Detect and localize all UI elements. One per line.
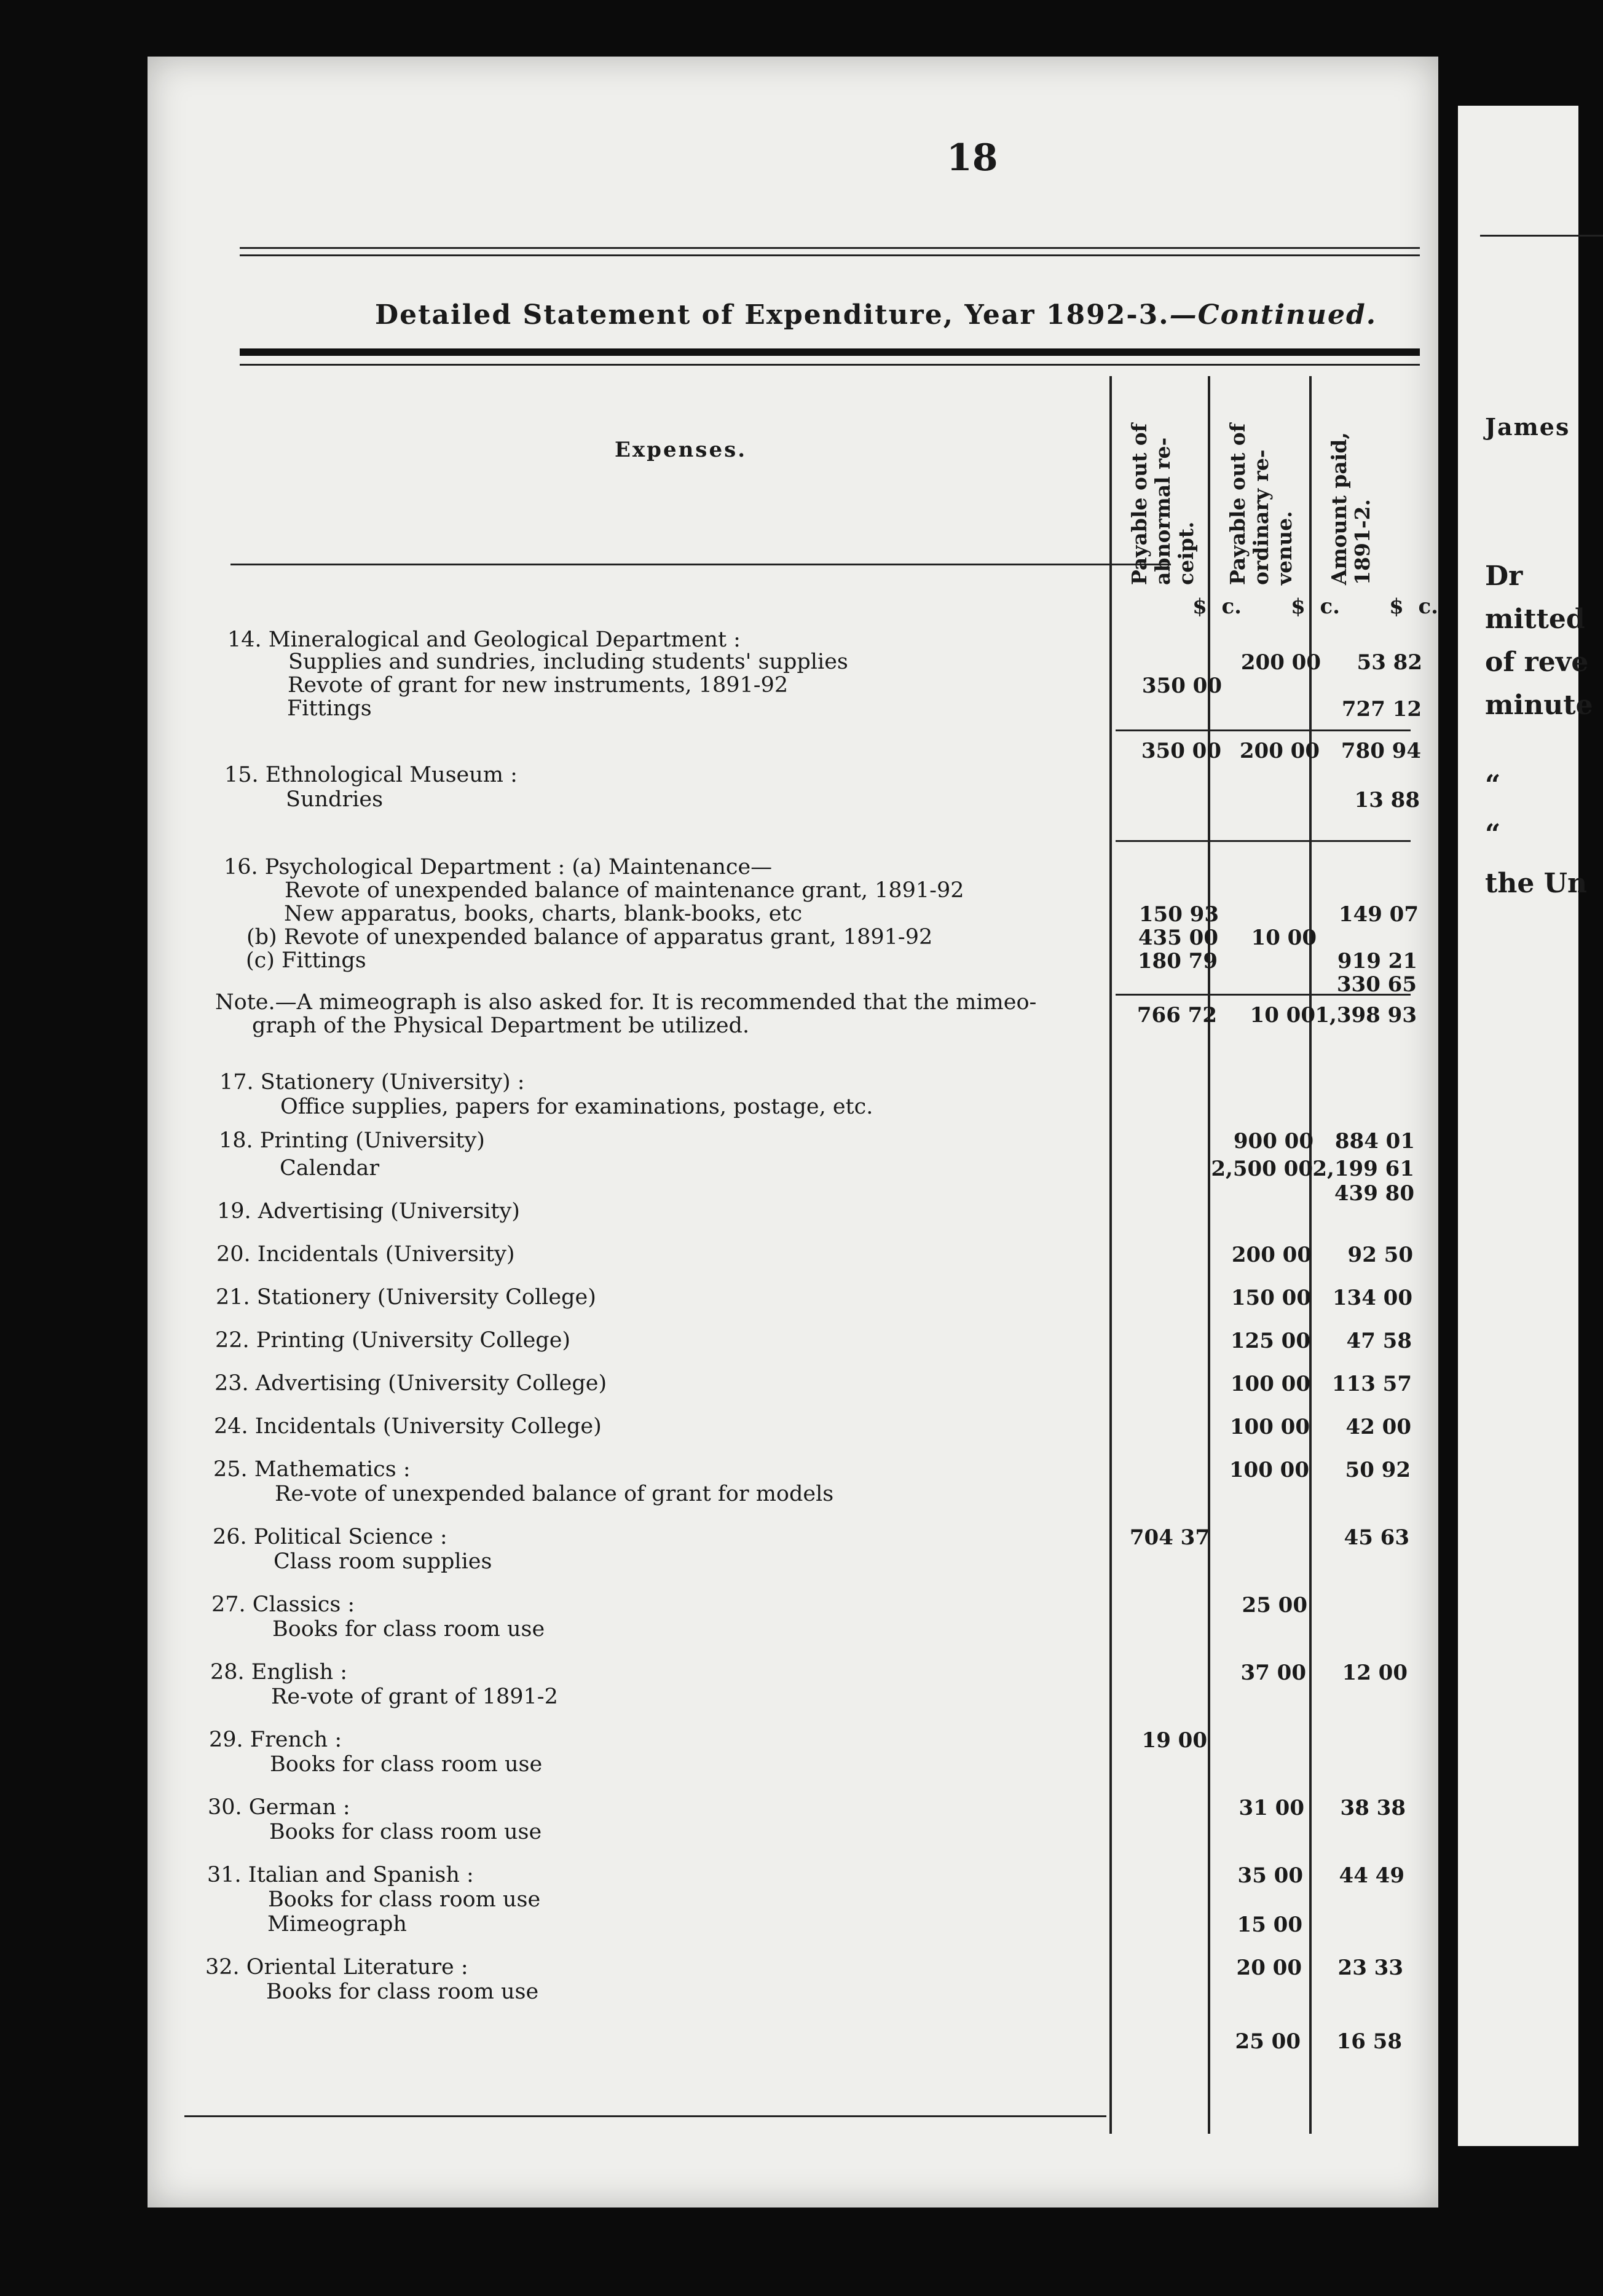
abnormal-amount: 435 00: [1138, 926, 1218, 950]
row-label: Mimeograph: [267, 1912, 407, 1936]
row-label: 18. Printing (University): [219, 1128, 485, 1153]
ordinary-amount: 100 00: [1229, 1415, 1310, 1439]
paid-amount: 47 58: [1346, 1329, 1412, 1353]
row-label: 14. Mineralogical and Geological Department :: [227, 627, 741, 652]
row-label: 22. Printing (University College): [215, 1328, 571, 1353]
paid-amount: 92 50: [1347, 1243, 1413, 1267]
paid-column-header: Amount paid, 1891-2.: [1327, 432, 1374, 585]
ordinary-amount: 125 00: [1230, 1329, 1310, 1353]
ordinary-amount: 35 00: [1237, 1863, 1303, 1888]
units-ordinary: $ c.: [1291, 594, 1340, 619]
row-label: 20. Incidentals (University): [216, 1242, 515, 1267]
row-label: Books for class room use: [266, 1980, 539, 2004]
subtotal-rule: [1116, 994, 1411, 996]
adjacent-rule: [1480, 235, 1603, 237]
paid-amount: 12 00: [1342, 1661, 1408, 1685]
page-number: 18: [947, 136, 998, 179]
ordinary-amount: 100 00: [1229, 1458, 1309, 1482]
ordinary-amount: 37 00: [1240, 1661, 1306, 1685]
paid-amount: 50 92: [1345, 1458, 1411, 1482]
row-label: 15. Ethnological Museum :: [224, 763, 518, 787]
ordinary-amount: 15 00: [1237, 1913, 1302, 1937]
row-label: Re-vote of unexpended balance of grant for models: [275, 1482, 834, 1506]
adjacent-text-1: Dr: [1485, 560, 1523, 592]
row-label: 29. French :: [209, 1728, 342, 1752]
row-label: 26. Political Science :: [213, 1525, 447, 1549]
row-label: Re-vote of grant of 1891-2: [271, 1685, 558, 1709]
note-line-2: graph of the Physical Department be utilized.: [252, 1013, 750, 1038]
paid-amount: 727 12: [1341, 697, 1422, 721]
ordinary-amount: 2,500 00: [1211, 1157, 1313, 1181]
ordinary-amount: 100 00: [1230, 1372, 1310, 1396]
units-abnormal: $ c.: [1192, 594, 1242, 619]
ordinary-amount: 10 00: [1250, 1003, 1315, 1028]
ordinary-amount: 31 00: [1239, 1796, 1304, 1820]
heading-continued: —Continued.: [1169, 299, 1377, 331]
ordinary-amount: 25 00: [1235, 2029, 1301, 2054]
adjacent-text-3: of reve: [1485, 647, 1589, 678]
row-label: Books for class room use: [272, 1617, 545, 1641]
ordinary-amount: 150 00: [1231, 1286, 1311, 1310]
adjacent-text-4: minute: [1485, 690, 1593, 721]
abnormal-amount: 350 00: [1141, 739, 1221, 763]
row-label: Books for class room use: [269, 1820, 542, 1844]
paid-amount: 1,398 93: [1315, 1003, 1417, 1028]
paid-amount: 439 80: [1334, 1181, 1414, 1206]
paid-amount: 53 82: [1357, 650, 1422, 675]
adjacent-text-5: “: [1485, 769, 1501, 801]
paid-amount: 330 65: [1336, 972, 1417, 997]
note-line-1: Note.—A mimeograph is also asked for. It is recommended that the mimeo-: [215, 990, 1037, 1015]
row-label: Sundries: [286, 787, 384, 812]
paid-amount: 134 00: [1332, 1286, 1412, 1310]
paid-amount: 38 38: [1340, 1796, 1406, 1820]
row-label: Office supplies, papers for examinations, postage, etc.: [280, 1095, 873, 1119]
expenses-column-header: Expenses.: [615, 438, 747, 462]
abnormal-amount: 766 72: [1136, 1003, 1217, 1028]
row-label: 21. Stationery (University College): [216, 1285, 596, 1310]
adjacent-text-2: mitted: [1485, 603, 1585, 635]
abnormal-amount: 19 00: [1141, 1728, 1207, 1753]
row-label: Class room supplies: [274, 1549, 492, 1574]
paid-amount: 2,199 61: [1312, 1157, 1414, 1181]
ordinary-amount: 200 00: [1239, 739, 1320, 763]
page-heading: [375, 299, 1377, 331]
abnormal-amount: 704 37: [1129, 1525, 1210, 1550]
ordinary-amount: 900 00: [1233, 1129, 1314, 1154]
document-page: [148, 57, 1438, 2208]
row-label: Books for class room use: [270, 1752, 543, 1777]
row-label: (c) Fittings: [246, 948, 366, 973]
ordinary-amount: 200 00: [1231, 1243, 1312, 1267]
heading-rule-thick: [240, 348, 1420, 356]
subtotal-rule: [1116, 840, 1411, 842]
row-label: Calendar: [280, 1156, 380, 1181]
ordinary-amount: 200 00: [1240, 650, 1321, 675]
adjacent-page-edge: [1458, 106, 1593, 2146]
row-label: 24. Incidentals (University College): [214, 1414, 602, 1439]
abnormal-column-header: Payable out of abnormal re-ceipt.: [1127, 423, 1198, 585]
row-label: 32. Oriental Literature :: [205, 1955, 468, 1980]
paid-amount: 113 57: [1331, 1372, 1412, 1396]
row-label: New apparatus, books, charts, blank-books, etc: [284, 902, 803, 926]
row-label: 16. Psychological Department : (a) Maintenance—: [224, 855, 773, 879]
row-label: 27. Classics :: [211, 1592, 355, 1617]
row-label: (b) Revote of unexpended balance of apparatus grant, 1891-92: [246, 925, 933, 949]
row-label: Books for class room use: [268, 1887, 541, 1912]
row-label: Revote of grant for new instruments, 1891-92: [288, 673, 789, 698]
row-label: 23. Advertising (University College): [215, 1371, 607, 1396]
paid-amount: 42 00: [1345, 1415, 1411, 1439]
ordinary-amount: 20 00: [1236, 1956, 1302, 1980]
ordinary-amount: 25 00: [1242, 1593, 1307, 1618]
row-label: 28. English :: [210, 1660, 348, 1685]
abnormal-amount: 180 79: [1137, 949, 1218, 973]
row-label: Fittings: [287, 696, 372, 721]
subtotal-rule: [1116, 729, 1411, 731]
column-rule-1: [1109, 376, 1112, 2134]
row-label: 30. German :: [208, 1795, 350, 1820]
row-label: 31. Italian and Spanish :: [207, 1863, 474, 1887]
heading-main: Detailed Statement of Expenditure, Year 1892-3.: [375, 299, 1170, 331]
row-label: 19. Advertising (University): [217, 1199, 520, 1224]
ordinary-amount: 10 00: [1251, 926, 1317, 950]
row-label: 25. Mathematics :: [213, 1457, 411, 1482]
paid-amount: 23 33: [1337, 1956, 1403, 1980]
units-paid: $ c.: [1389, 594, 1438, 619]
adjacent-heading: James: [1485, 413, 1570, 441]
paid-amount: 45 63: [1344, 1525, 1409, 1550]
top-rule: [240, 247, 1420, 249]
paid-amount: 780 94: [1341, 739, 1421, 763]
paid-amount: 16 58: [1336, 2029, 1402, 2054]
abnormal-amount: 350 00: [1141, 674, 1222, 698]
paid-amount: 919 21: [1337, 949, 1417, 973]
ordinary-column-header: Payable out of ordinary re-venue.: [1226, 423, 1296, 585]
paid-amount: 149 07: [1338, 902, 1419, 927]
row-label: Supplies and sundries, including students' supplies: [288, 650, 848, 674]
bottom-rule: [184, 2115, 1106, 2117]
paid-amount: 13 88: [1354, 788, 1420, 812]
heading-rule-thin: [240, 364, 1420, 366]
abnormal-amount: 150 93: [1138, 902, 1219, 927]
paid-amount: 44 49: [1339, 1863, 1404, 1888]
header-underline: [230, 564, 1171, 565]
row-label: 17. Stationery (University) :: [219, 1070, 525, 1095]
row-label: Revote of unexpended balance of maintenance grant, 1891-92: [285, 878, 964, 903]
paid-amount: 884 01: [1334, 1129, 1415, 1154]
adjacent-text-7: the Un: [1485, 868, 1587, 899]
adjacent-text-6: “: [1485, 819, 1501, 850]
top-rule-2: [240, 254, 1420, 256]
